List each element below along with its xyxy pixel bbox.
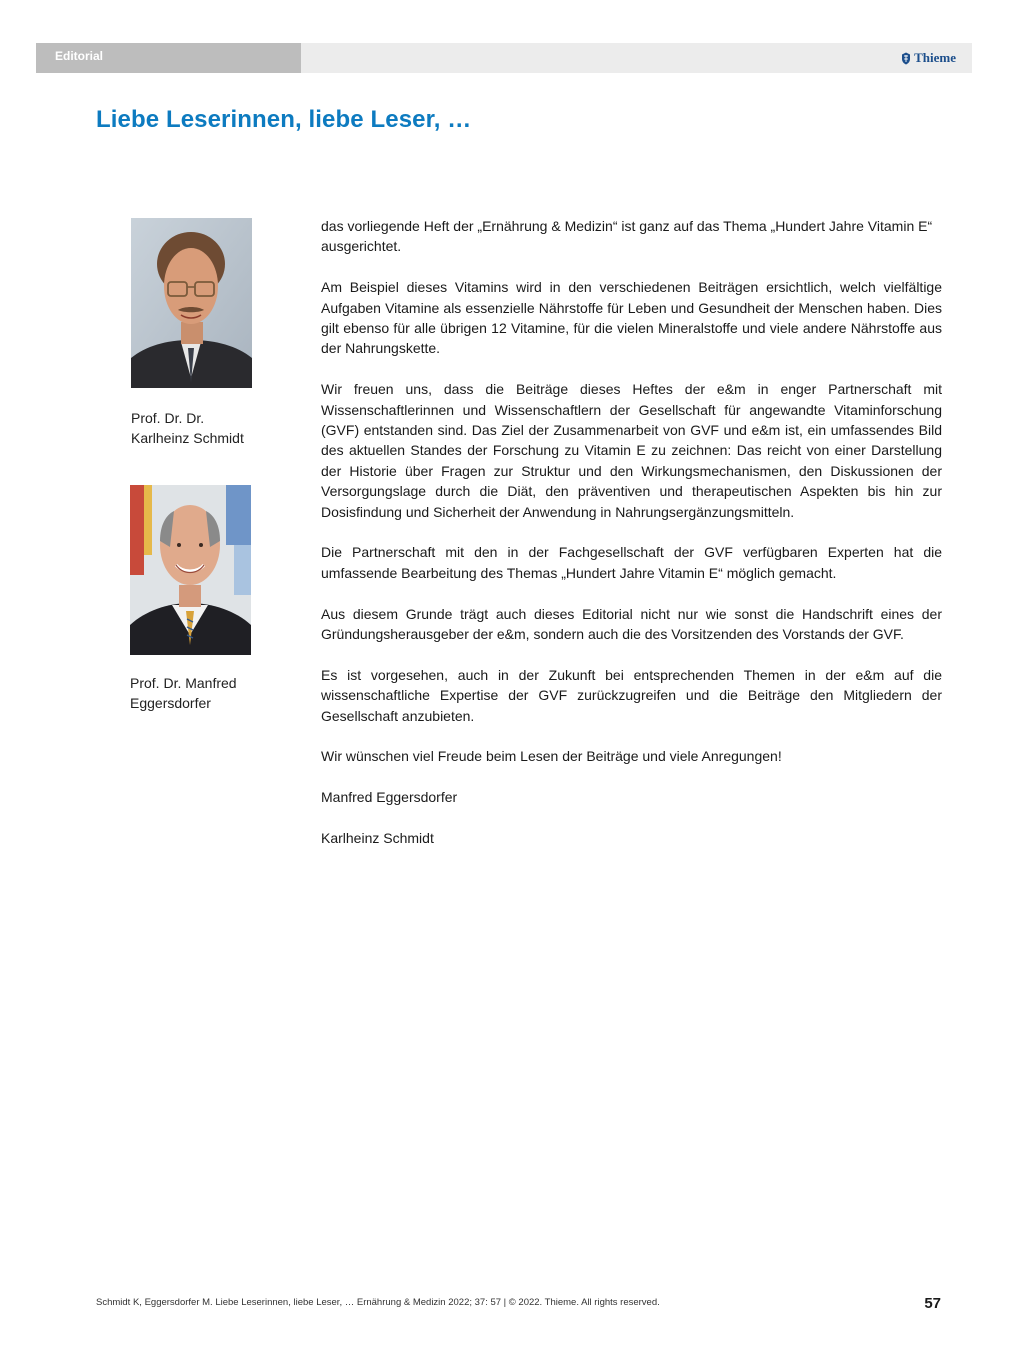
author-photo-eggersdorfer [130, 485, 251, 655]
author-photo-schmidt [131, 218, 252, 388]
publisher-name: Thieme [914, 50, 956, 65]
header-bar [36, 43, 972, 73]
section-tab [36, 43, 301, 73]
paragraph: Wir freuen uns, dass die Beiträge dieses Heftes der e&m in enger Partnerschaft mit Wissenschaftlerinnen und Wissenschaftlern der Gesellschaft für angewandte Vitaminforschung (GVF) entstanden sind. Das Ziel der Zusammenarbeit von GVF und e&m ist, ein umfassendes Bild des aktuellen Standes der Forschung zu Vitamin E zu zeichnen: Das reicht von einer Darstellung der Historie über Fragen zur Struktur und den Wirkungsmechanismen, den Diskussionen der Versorgungslage durch die Diät, den präventiven und therapeutischen Aspekten bis hin zur Dosisfindung und Sicherheit der Anwendung in Nahrungsergänzungsmitteln. [321, 381, 942, 520]
signature-eggersdorfer: Manfred Eggersdorfer [321, 789, 458, 806]
portrait-schmidt-image [131, 218, 252, 388]
publisher-brand [901, 50, 956, 66]
section-label: Editorial [55, 49, 104, 63]
paragraph: Es ist vorgesehen, auch in der Zukunft bei entsprechenden Themen in der e&m auf die wissenschaftliche Expertise der GVF zurückzugreifen und die Beiträge den Mitgliedern der Gesellschaft anzubieten. [321, 666, 942, 724]
paragraph: Aus diesem Grunde trägt auch dieses Editorial nicht nur wie sonst die Handschrift eines der Gründungsherausgeber der e&m, sondern auch die des Vorsitzenden des Vorstands der GVF. [321, 605, 942, 643]
footer-citation: Schmidt K, Eggersdorfer M. Liebe Leserinnen, liebe Leser, … Ernährung & Medizin 2022; 37: 57 | © 2022. Thieme. All rights reserved. [96, 1297, 660, 1308]
caption-line: Karlheinz Schmidt [131, 430, 244, 447]
page-number: 57 [924, 1295, 941, 1312]
paragraph: Die Partnerschaft mit den in der Fachgesellschaft der GVF verfügbaren Experten hat die umfassende Bearbeitung des Themas „Hundert Jahre Vitamin E“ möglich gemacht. [321, 544, 942, 581]
caption-line: Prof. Dr. Dr. [131, 410, 205, 426]
paragraph: Am Beispiel dieses Vitamins wird in den verschiedenen Beiträgen ersichtlich, welch vielfältige Aufgaben Vitamine als essenzielle Nährstoffe für Leben und Gesundheit der Menschen haben. Dies gilt ebenso für alle übrigen 12 Vitamine, für die vielen Mineralstoffe und viele andere Nährstoffe aus der Nahrungskette. [321, 279, 942, 357]
caption-line: Prof. Dr. Manfred [130, 675, 237, 691]
paragraph: das vorliegende Heft der „Ernährung & Medizin“ ist ganz auf das Thema „Hundert Jahre Vitamin E“ ausgerichtet. [321, 218, 933, 255]
thieme-crest-icon [901, 52, 911, 65]
caption-line: Eggersdorfer [130, 695, 211, 712]
editorial-body [321, 216, 942, 869]
portrait-eggersdorfer-image [130, 485, 251, 655]
author-caption-schmidt [131, 408, 291, 449]
paragraph: Wir wünschen viel Freude beim Lesen der Beiträge und viele Anregungen! [321, 748, 782, 765]
signature-schmidt: Karlheinz Schmidt [321, 830, 434, 847]
page-title: Liebe Leserinnen, liebe Leser, … [96, 106, 472, 133]
author-caption-eggersdorfer [130, 673, 290, 714]
